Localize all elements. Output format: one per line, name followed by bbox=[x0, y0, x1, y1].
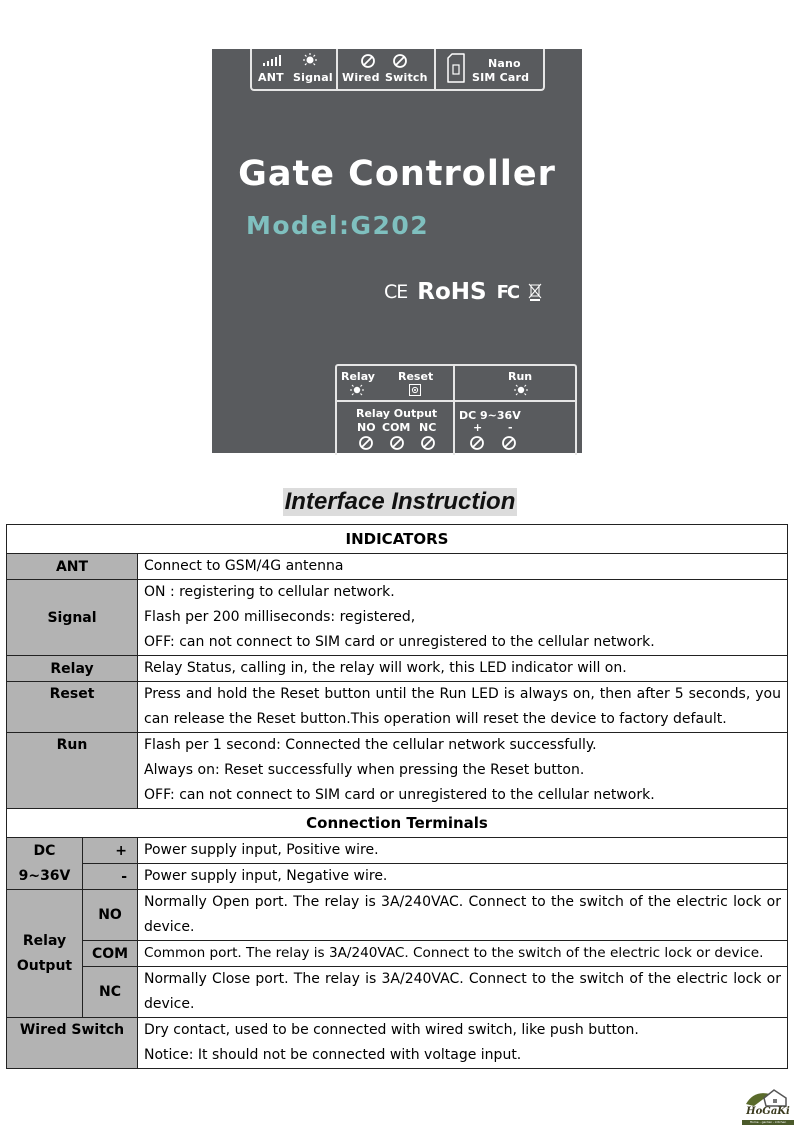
reset-button-icon[interactable] bbox=[409, 384, 421, 396]
model-number: Model:G202 bbox=[246, 211, 430, 240]
fcc-mark-icon: FC bbox=[496, 281, 519, 303]
row-label-relay-output bbox=[7, 890, 83, 1018]
row-label-wired-switch: Wired Switch bbox=[7, 1018, 138, 1069]
signal-bars-icon bbox=[262, 55, 282, 66]
row-desc-no: Normally Open port. The relay is 3A/240VAC. Connect to the switch of the electric lock or device. bbox=[138, 890, 788, 941]
row-desc-nc: Normally Close port. The relay is 3A/240VAC. Connect to the switch of the electric lock or device. bbox=[138, 967, 788, 1018]
sim-card-section bbox=[434, 49, 543, 89]
switch-label: Switch bbox=[385, 71, 428, 84]
sim-card-slot-icon bbox=[446, 53, 466, 83]
row-label-ant: ANT bbox=[7, 554, 138, 580]
indicators-header: INDICATORS bbox=[7, 525, 788, 554]
table-row bbox=[7, 967, 788, 1018]
interface-table bbox=[6, 524, 788, 1069]
no-terminal-screw-icon bbox=[358, 435, 374, 451]
table-row bbox=[7, 682, 788, 733]
row-label-dc bbox=[7, 838, 83, 890]
com-terminal-label: COM bbox=[382, 421, 411, 434]
nc-terminal-label: NC bbox=[419, 421, 437, 434]
row-desc-dc-minus: Power supply input, Negative wire. bbox=[138, 864, 788, 890]
sub-label-plus: + bbox=[83, 838, 138, 864]
relay-output-label: Relay Output bbox=[356, 407, 438, 420]
logo-name: HoGaKi bbox=[746, 1106, 790, 1117]
row-desc-run bbox=[138, 733, 788, 809]
desc-line: Dry contact, used to be connected with wired switch, like push button. bbox=[144, 1022, 639, 1038]
desc-line: Always on: Reset successfully when pressing the Reset button. bbox=[144, 762, 585, 778]
desc-line: Connect to GSM/4G antenna bbox=[144, 558, 344, 574]
table-row bbox=[7, 525, 788, 554]
table-row bbox=[7, 656, 788, 682]
signal-led-icon bbox=[302, 53, 318, 67]
table-row bbox=[7, 864, 788, 890]
dc-label-line1: DC bbox=[33, 842, 56, 859]
row-desc-relay bbox=[138, 656, 788, 682]
logo-tagline: Home - garden - kitchen bbox=[742, 1120, 794, 1125]
wired-switch-section bbox=[336, 49, 434, 89]
table-row bbox=[7, 1018, 788, 1069]
row-label-signal: Signal bbox=[7, 580, 138, 656]
wired-terminal-screw-icon bbox=[360, 53, 376, 69]
relay-led-label: Relay bbox=[341, 370, 375, 383]
desc-line: OFF: can not connect to SIM card or unregistered to the cellular network. bbox=[144, 634, 655, 650]
row-label-relay: Relay bbox=[7, 656, 138, 682]
row-desc-ant bbox=[138, 554, 788, 580]
device-face bbox=[212, 49, 582, 453]
desc-line: OFF: can not connect to SIM card or unregistered to the cellular network. bbox=[144, 787, 655, 803]
dc-label-line2: 9~36V bbox=[18, 867, 71, 884]
panel-divider bbox=[337, 400, 575, 402]
certification-marks bbox=[384, 279, 542, 305]
bottom-panel bbox=[335, 364, 577, 455]
table-row bbox=[7, 941, 788, 967]
com-terminal-screw-icon bbox=[389, 435, 405, 451]
heading-container bbox=[0, 488, 800, 516]
relay-led-icon bbox=[349, 384, 365, 396]
nc-terminal-screw-icon bbox=[420, 435, 436, 451]
table-row bbox=[7, 733, 788, 809]
dc-input-label: DC 9~36V bbox=[459, 409, 521, 422]
row-desc-wired-switch bbox=[138, 1018, 788, 1069]
desc-line: Notice: It should not be connected with voltage input. bbox=[144, 1047, 522, 1063]
row-label-reset: Reset bbox=[7, 682, 138, 733]
connection-terminals-header: Connection Terminals bbox=[7, 809, 788, 838]
ant-label: ANT bbox=[258, 71, 284, 84]
sub-label-minus: - bbox=[83, 864, 138, 890]
sub-label-com: COM bbox=[83, 941, 138, 967]
signal-label: Signal bbox=[293, 71, 333, 84]
switch-terminal-screw-icon bbox=[392, 53, 408, 69]
desc-line: ON : registering to cellular network. bbox=[144, 584, 395, 600]
weee-bin-icon bbox=[528, 282, 542, 302]
relay-output-label-line2: Output bbox=[16, 957, 73, 974]
reset-label: Reset bbox=[398, 370, 434, 383]
sim-label-card: SIM Card bbox=[472, 71, 530, 84]
product-title: Gate Controller bbox=[238, 154, 556, 194]
wired-label: Wired bbox=[342, 71, 380, 84]
desc-line: Flash per 1 second: Connected the cellular network successfully. bbox=[144, 737, 597, 753]
top-panel bbox=[250, 49, 545, 91]
rohs-mark-icon: RoHS bbox=[417, 279, 487, 305]
run-led-icon bbox=[513, 384, 529, 396]
panel-divider bbox=[453, 366, 455, 455]
sim-label-nano: Nano bbox=[488, 57, 521, 70]
desc-line: Press and hold the Reset button until the Run LED is always on, then after 5 seconds, you can release the Reset button.This operation will reset the device to factory default. bbox=[144, 686, 781, 727]
no-terminal-label: NO bbox=[357, 421, 376, 434]
dc-plus-terminal-screw-icon bbox=[469, 435, 485, 451]
dc-minus-terminal-screw-icon bbox=[501, 435, 517, 451]
relay-output-label-line1: Relay bbox=[22, 932, 67, 949]
sub-label-no: NO bbox=[83, 890, 138, 941]
ant-signal-section bbox=[252, 49, 336, 89]
row-label-run: Run bbox=[7, 733, 138, 809]
run-led-label: Run bbox=[508, 370, 533, 383]
dc-minus-label: - bbox=[508, 421, 513, 434]
row-desc-reset bbox=[138, 682, 788, 733]
desc-line: Flash per 200 milliseconds: registered, bbox=[144, 609, 416, 625]
sub-label-nc: NC bbox=[83, 967, 138, 1018]
row-desc-dc-plus: Power supply input, Positive wire. bbox=[138, 838, 788, 864]
ce-mark-icon: CE bbox=[384, 281, 408, 303]
dc-plus-label: + bbox=[473, 421, 483, 434]
table-row bbox=[7, 890, 788, 941]
brand-logo bbox=[740, 1088, 796, 1134]
row-desc-signal bbox=[138, 580, 788, 656]
desc-line: Relay Status, calling in, the relay will work, this LED indicator will on. bbox=[144, 660, 627, 676]
table-row bbox=[7, 580, 788, 656]
house-leaf-icon bbox=[740, 1088, 796, 1108]
table-row bbox=[7, 838, 788, 864]
table-row bbox=[7, 809, 788, 838]
row-desc-com: Common port. The relay is 3A/240VAC. Connect to the switch of the electric lock or device. bbox=[138, 941, 788, 967]
table-row bbox=[7, 554, 788, 580]
section-heading: Interface Instruction bbox=[284, 488, 516, 515]
